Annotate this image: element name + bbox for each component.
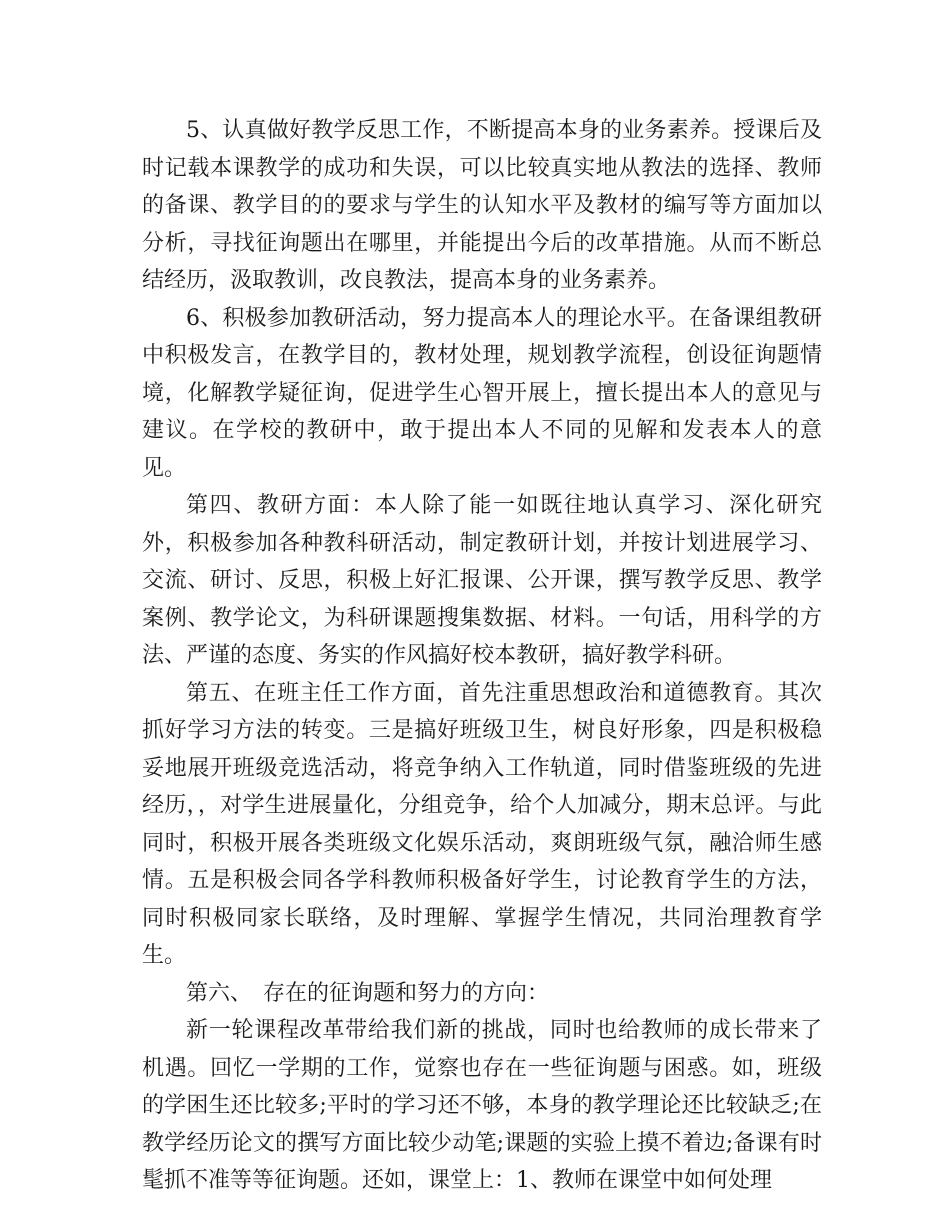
paragraph-teaching-research-activities: 6、积极参加教研活动，努力提高本人的理论水平。在备课组教研中积极发言，在教学目的，教材处理，规划教学流程，创设征询题情境，化解教学疑征询，促进学生心智开展上，擅长提出本人的意见与建议。在学校的教研中，敢于提出本人不同的见解和发表本人的意见。 bbox=[142, 305, 822, 481]
document-body bbox=[142, 112, 822, 1200]
paragraph-section-four-research: 第四、教研方面：本人除了能一如既往地认真学习、深化研究外，积极参加各种教科研活动，制定教研计划，并按计划进展学习、交流、研讨、反思，积极上好汇报课、公开课，撰写教学反思、教学案例、教学论文，为科研课题搜集数据、材料。一句话，用科学的方法、严谨的态度、务实的作风搞好校本教研，搞好教学科研。 bbox=[142, 493, 822, 668]
paragraph-reflection: 5、认真做好教学反思工作，不断提高本身的业务素养。授课后及时记载本课教学的成功和失误，可以比较真实地从教法的选择、教师的备课、教学目的的要求与学生的认知水平及教材的编写等方面加以分析，寻找征询题出在哪里，并能提出今后的改革措施。从而不断总结经历，汲取教训，改良教法，提高本身的业务素养。 bbox=[142, 118, 822, 293]
paragraph-section-five-class-teacher: 第五、在班主任工作方面，首先注重思想政治和道德教育。其次抓好学习方法的转变。三是搞好班级卫生，树良好形象，四是积极稳妥地展开班级竞选活动，将竞争纳入工作轨道，同时借鉴班级的先进经历，，对学生进展量化，分组竞争，给个人加减分，期末总评。与此同时，积极开展各类班级文化娱乐活动，爽朗班级气氛，融洽师生感情。五是积极会同各学科教师积极备好学生，讨论教育学生的方法，同时积极同家长联络，及时理解、掌握学生情况，共同治理教育学生。 bbox=[142, 680, 822, 968]
paragraph-problems-and-direction: 新一轮课程改革带给我们新的挑战，同时也给教师的成长带来了机遇。回忆一学期的工作，觉察也存在一些征询题与困惑。如，班级的学困生还比较多;平时的学习还不够，本身的教学理论还比较缺乏;在教学经历论文的撰写方面比较少动笔;课题的实验上摸不着边;备课有时髦抓不准等等征询题。还如，课堂上：1、教师在课堂中如何处理 bbox=[142, 1018, 822, 1193]
paragraph-section-six-heading: 第六、 存在的征询题和努力的方向： bbox=[186, 980, 550, 1006]
